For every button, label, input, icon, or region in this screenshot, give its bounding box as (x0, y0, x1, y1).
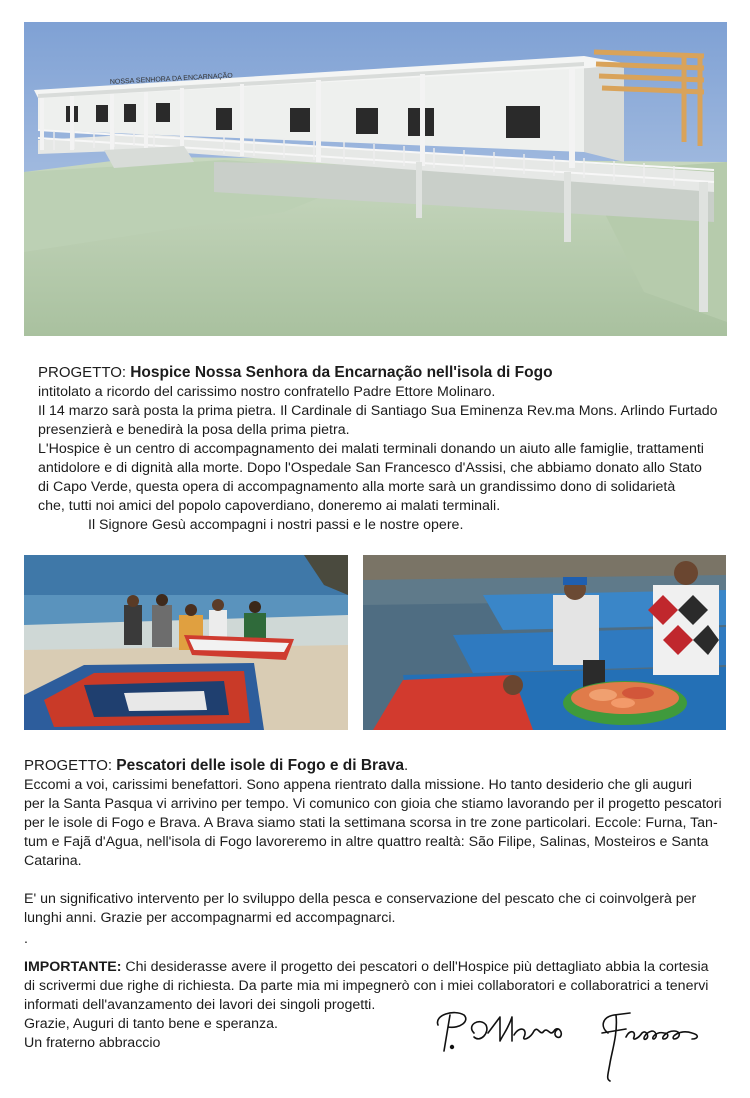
important-line-3: informati dell'avanzamento dei lavori dei singoli progetti. (24, 997, 376, 1013)
hospice-rendering-image (24, 22, 727, 336)
hospice-closing: Il Signore Gesù accompagni i nostri passi e le nostre opere. (88, 517, 464, 533)
separator-dot: . (24, 931, 28, 947)
fishermen-line-6: E' un significativo intervento per lo sviluppo della pesca e conservazione del pescato che ci coinvolgerà per (24, 891, 697, 907)
hospice-line-7: che, tutti noi amici del popolo capoverdiano, doneremo ai malati terminali. (38, 498, 501, 514)
closing-embrace: Un fraterno abbraccio (24, 1035, 161, 1051)
hospice-line-4: L'Hospice è un centro di accompagnamento dei malati terminali donando un aiuto alle famiglie, trattamenti (38, 441, 704, 457)
hospice-section (38, 363, 728, 535)
hospice-line-1: intitolato a ricordo del carissimo nostro confratello Padre Ettore Molinaro. (38, 384, 496, 400)
fishermen-section (24, 756, 729, 946)
fishermen-boat-photo (24, 555, 348, 730)
signature (430, 1003, 705, 1083)
hospice-line-6: di Capo Verde, questa opera di accompagnamento alla morte sarà un grandissimo dono di solidarietà (38, 479, 676, 495)
fishermen-line-3: per le isole di Fogo e Brava. A Brava siamo stati la settimana scorsa in tre zone particolari. Eccole: Furna, Tan- (24, 815, 718, 831)
fishermen-heading (24, 756, 729, 775)
building-sign: NOSSA SENHORA DA ENCARNAÇÃO (109, 72, 233, 86)
hospice-heading-label: PROGETTO: (38, 364, 131, 381)
fishermen-line-7: lunghi anni. Grazie per accompagnarmi ed accompagnarci. (24, 910, 396, 926)
fishermen-line-1: Eccomi a voi, carissimi benefattori. Sono appena rientrato dalla missione. Ho tanto desiderio che gli auguri (24, 777, 692, 793)
important-line-1 (24, 958, 729, 977)
important-text-1: Chi desiderasse avere il progetto dei pescatori o dell'Hospice più dettagliato abbia la cortesia (121, 959, 709, 975)
important-label: IMPORTANTE: (24, 959, 122, 975)
fishermen-line-5: Catarina. (24, 853, 82, 869)
fishermen-line-4: tum e Fajã d'Agua, nell'isola di Fogo lavoreremo in altre quattro realtà: São Filipe, Salinas, Mosteiros e Santa (24, 834, 709, 850)
fishermen-heading-title: Pescatori delle isole di Fogo e di Brava (116, 757, 404, 774)
hospice-line-5: antidolore e di dignità alla morte. Dopo l'Ospedale San Francesco d'Assisi, che abbiamo donato allo Stato (38, 460, 702, 476)
hospice-heading (38, 363, 728, 382)
fish-catch-photo (363, 555, 726, 730)
fishermen-line-2: per la Santa Pasqua vi arrivino per tempo. Vi comunico con gioia che stiamo lavorando per il progetto pescatori (24, 796, 722, 812)
fishermen-heading-period: . (403, 757, 409, 774)
hospice-line-3: presenzierà e benedirà la posa della prima pietra. (38, 422, 350, 438)
hospice-heading-title: Hospice Nossa Senhora da Encarnação nell'isola di Fogo (130, 364, 553, 381)
greeting: Grazie, Auguri di tanto bene e speranza. (24, 1016, 278, 1032)
important-line-2: di scrivermi due righe di richiesta. Da parte mia mi impegnerò con i miei collaboratori e collaboratrici a tenervi (24, 978, 709, 994)
fishermen-heading-label: PROGETTO: (24, 757, 117, 774)
hospice-line-2: Il 14 marzo sarà posta la prima pietra. Il Cardinale di Santiago Sua Eminenza Rev.ma Mons. Arlindo Furtado (38, 403, 718, 419)
